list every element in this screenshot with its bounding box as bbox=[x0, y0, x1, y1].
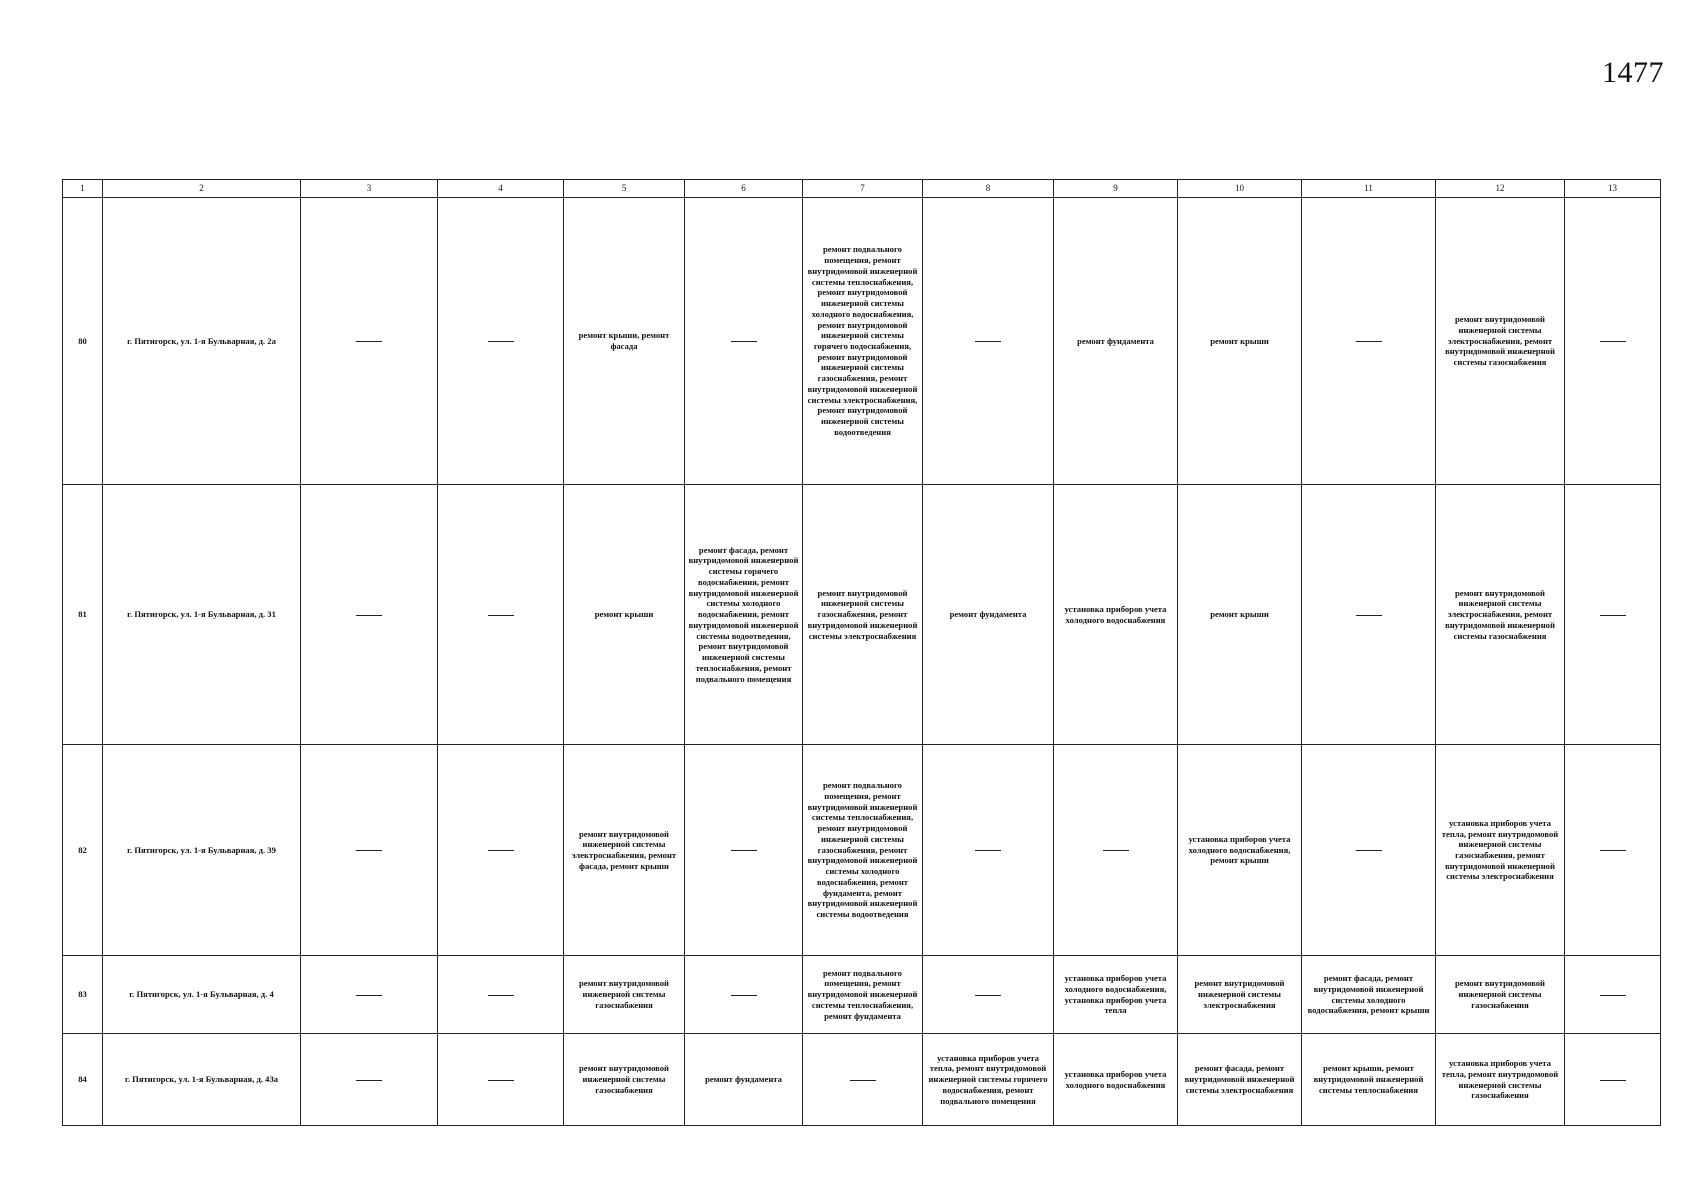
row-number: 82 bbox=[63, 745, 103, 956]
dash-mark bbox=[1600, 341, 1626, 342]
column-header: 2 bbox=[103, 180, 301, 198]
address-cell: г. Пятигорск, ул. 1-я Бульварная, д. 43а bbox=[103, 1034, 301, 1126]
table-cell bbox=[923, 745, 1054, 956]
table-cell: ремонт фасада, ремонт внутридомовой инженерной системы холодного водоснабжения, ремонт крыши bbox=[1302, 956, 1436, 1034]
dash-mark bbox=[488, 1080, 514, 1081]
table-cell bbox=[301, 956, 438, 1034]
table-cell: установка приборов учета холодного водоснабжения, ремонт крыши bbox=[1178, 745, 1302, 956]
table-cell: ремонт фасада, ремонт внутридомовой инженерной системы электроснабжения bbox=[1178, 1034, 1302, 1126]
row-number: 81 bbox=[63, 485, 103, 745]
table-cell bbox=[301, 1034, 438, 1126]
dash-mark bbox=[356, 341, 382, 342]
column-header: 13 bbox=[1565, 180, 1661, 198]
table-cell: ремонт подвального помещения, ремонт внутридомовой инженерной системы теплоснабжения, ремонт фундамента bbox=[803, 956, 923, 1034]
column-header: 3 bbox=[301, 180, 438, 198]
table-cell bbox=[1302, 745, 1436, 956]
dash-mark bbox=[1103, 850, 1129, 851]
dash-mark bbox=[488, 615, 514, 616]
table-cell: ремонт крыши, ремонт фасада bbox=[564, 198, 685, 485]
table-cell: ремонт подвального помещения, ремонт внутридомовой инженерной системы теплоснабжения, ремонт внутридомовой инженерной системы газоснабжения, ремонт внутридомовой инженерной системы холодного водоснабжения, ремонт фундамента, ремонт внутридомовой инженерной системы водоотведения bbox=[803, 745, 923, 956]
table-cell: ремонт внутридомовой инженерной системы электроснабжения bbox=[1178, 956, 1302, 1034]
table-cell bbox=[438, 956, 564, 1034]
table-cell bbox=[1565, 956, 1661, 1034]
dash-mark bbox=[1600, 615, 1626, 616]
dash-mark bbox=[1600, 850, 1626, 851]
table-row bbox=[63, 485, 1661, 745]
table-cell: ремонт крыши bbox=[1178, 198, 1302, 485]
dash-mark bbox=[356, 615, 382, 616]
row-number: 83 bbox=[63, 956, 103, 1034]
table-cell: ремонт внутридомовой инженерной системы электроснабжения, ремонт внутридомовой инженерной системы газоснабжения bbox=[1436, 485, 1565, 745]
table-cell: ремонт подвального помещения, ремонт внутридомовой инженерной системы теплоснабжения, ремонт внутридомовой инженерной системы холодного водоснабжения, ремонт внутридомовой инженерной системы горячего водоснабжения, ремонт внутридомовой инженерной системы газоснабжения, ремонт внутридомовой инженерной системы электроснабжения, ремонт внутридомовой инженерной системы водоотведения bbox=[803, 198, 923, 485]
dash-mark bbox=[1356, 850, 1382, 851]
table-cell bbox=[1565, 1034, 1661, 1126]
dash-mark bbox=[731, 995, 757, 996]
table-cell bbox=[301, 485, 438, 745]
table-cell: ремонт внутридомовой инженерной системы электроснабжения, ремонт внутридомовой инженерной системы газоснабжения bbox=[1436, 198, 1565, 485]
address-cell: г. Пятигорск, ул. 1-я Бульварная, д. 4 bbox=[103, 956, 301, 1034]
address-cell: г. Пятигорск, ул. 1-я Бульварная, д. 31 bbox=[103, 485, 301, 745]
dash-mark bbox=[975, 995, 1001, 996]
column-number-row bbox=[63, 180, 1661, 198]
table-cell: ремонт фундамента bbox=[923, 485, 1054, 745]
table-cell bbox=[1302, 198, 1436, 485]
table-row bbox=[63, 745, 1661, 956]
row-number: 80 bbox=[63, 198, 103, 485]
column-header: 9 bbox=[1054, 180, 1178, 198]
dash-mark bbox=[731, 341, 757, 342]
dash-mark bbox=[488, 995, 514, 996]
dash-mark bbox=[488, 850, 514, 851]
repair-schedule-table bbox=[62, 179, 1661, 1126]
table-cell bbox=[301, 198, 438, 485]
table-cell bbox=[923, 198, 1054, 485]
table-cell bbox=[923, 956, 1054, 1034]
table-cell: установка приборов учета тепла, ремонт внутридомовой инженерной системы газоснабжения, ремонт внутридомовой инженерной системы электроснабжения bbox=[1436, 745, 1565, 956]
dash-mark bbox=[1600, 995, 1626, 996]
dash-mark bbox=[356, 1080, 382, 1081]
table-cell bbox=[685, 956, 803, 1034]
column-header: 10 bbox=[1178, 180, 1302, 198]
column-header: 11 bbox=[1302, 180, 1436, 198]
table-cell bbox=[685, 198, 803, 485]
table-cell: установка приборов учета тепла, ремонт внутридомовой инженерной системы горячего водоснабжения, ремонт подвального помещения bbox=[923, 1034, 1054, 1126]
table-cell: ремонт крыши bbox=[1178, 485, 1302, 745]
dash-mark bbox=[731, 850, 757, 851]
table-cell: ремонт внутридомовой инженерной системы газоснабжения, ремонт внутридомовой инженерной системы электроснабжения bbox=[803, 485, 923, 745]
table-row bbox=[63, 1034, 1661, 1126]
dash-mark bbox=[356, 995, 382, 996]
dash-mark bbox=[1356, 615, 1382, 616]
dash-mark bbox=[1600, 1080, 1626, 1081]
table-cell bbox=[438, 485, 564, 745]
address-cell: г. Пятигорск, ул. 1-я Бульварная, д. 39 bbox=[103, 745, 301, 956]
dash-mark bbox=[975, 341, 1001, 342]
table-cell: установка приборов учета холодного водоснабжения bbox=[1054, 485, 1178, 745]
page-number: 1477 bbox=[1602, 56, 1664, 89]
row-number: 84 bbox=[63, 1034, 103, 1126]
table-cell bbox=[1054, 745, 1178, 956]
table-cell: ремонт фасада, ремонт внутридомовой инженерной системы горячего водоснабжения, ремонт внутридомовой инженерной системы холодного водоснабжения, ремонт внутридомовой инженерной системы водоотведения, ремонт внутридомовой инженерной системы теплоснабжения, ремонт подвального помещения bbox=[685, 485, 803, 745]
table-cell: ремонт крыши, ремонт внутридомовой инженерной системы теплоснабжения bbox=[1302, 1034, 1436, 1126]
table-cell bbox=[803, 1034, 923, 1126]
table-cell: ремонт фундамента bbox=[1054, 198, 1178, 485]
column-header: 4 bbox=[438, 180, 564, 198]
table-row bbox=[63, 198, 1661, 485]
table-cell bbox=[1302, 485, 1436, 745]
table-cell: установка приборов учета холодного водоснабжения, установка приборов учета тепла bbox=[1054, 956, 1178, 1034]
dash-mark bbox=[850, 1080, 876, 1081]
table-cell: установка приборов учета холодного водоснабжения bbox=[1054, 1034, 1178, 1126]
table-cell: ремонт внутридомовой инженерной системы газоснабжения bbox=[564, 1034, 685, 1126]
table-row bbox=[63, 956, 1661, 1034]
column-header: 6 bbox=[685, 180, 803, 198]
column-header: 5 bbox=[564, 180, 685, 198]
table-cell: ремонт внутридомовой инженерной системы газоснабжения bbox=[1436, 956, 1565, 1034]
table-cell bbox=[438, 745, 564, 956]
table-cell bbox=[685, 745, 803, 956]
table-cell: ремонт внутридомовой инженерной системы газоснабжения bbox=[564, 956, 685, 1034]
column-header: 7 bbox=[803, 180, 923, 198]
column-header: 12 bbox=[1436, 180, 1565, 198]
dash-mark bbox=[488, 341, 514, 342]
table-cell bbox=[1565, 198, 1661, 485]
table-cell bbox=[1565, 485, 1661, 745]
table-cell bbox=[438, 1034, 564, 1126]
column-header: 8 bbox=[923, 180, 1054, 198]
column-header: 1 bbox=[63, 180, 103, 198]
address-cell: г. Пятигорск, ул. 1-я Бульварная, д. 2а bbox=[103, 198, 301, 485]
table-cell bbox=[438, 198, 564, 485]
dash-mark bbox=[1356, 341, 1382, 342]
table-cell: установка приборов учета тепла, ремонт внутридомовой инженерной системы газоснабжения bbox=[1436, 1034, 1565, 1126]
table-cell: ремонт внутридомовой инженерной системы электроснабжения, ремонт фасада, ремонт крыши bbox=[564, 745, 685, 956]
dash-mark bbox=[975, 850, 1001, 851]
table-cell bbox=[1565, 745, 1661, 956]
table-cell: ремонт крыши bbox=[564, 485, 685, 745]
dash-mark bbox=[356, 850, 382, 851]
table-cell: ремонт фундамента bbox=[685, 1034, 803, 1126]
table-cell bbox=[301, 745, 438, 956]
